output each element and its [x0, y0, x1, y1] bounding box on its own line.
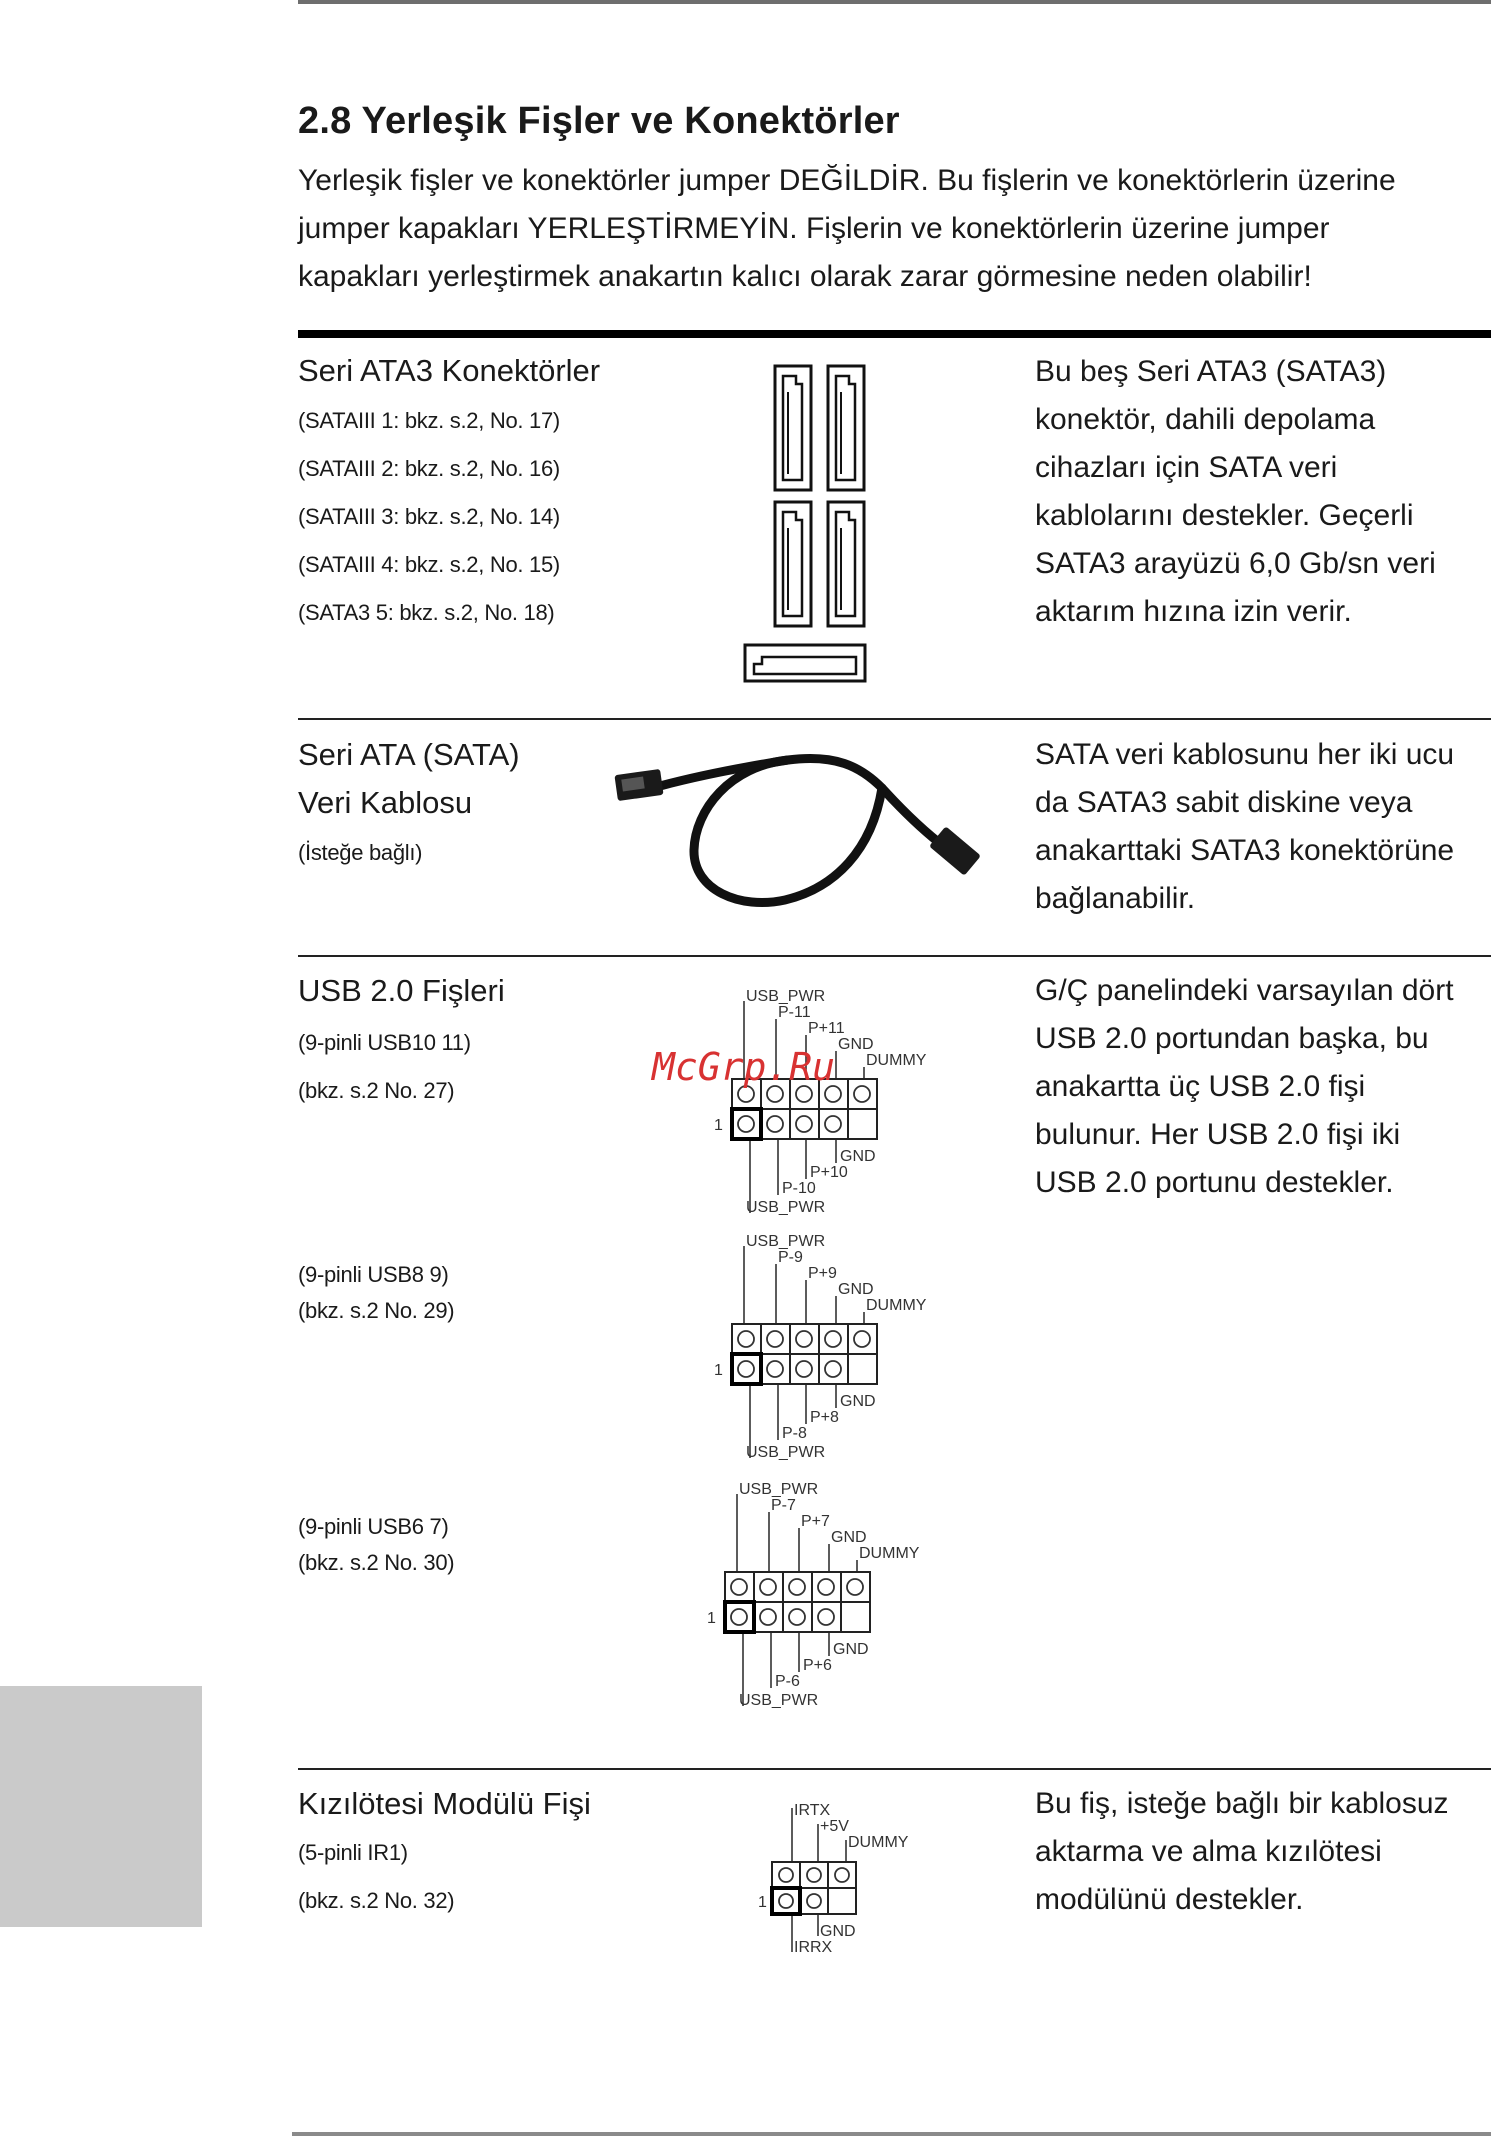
- watermark: McGrp.Ru: [652, 1045, 836, 1089]
- pin-label: P-7: [771, 1497, 796, 1514]
- sata-cable-image: [610, 740, 980, 915]
- pin-label: IRRX: [794, 1939, 833, 1956]
- pin-label: P-11: [778, 1004, 811, 1021]
- section-divider: [298, 718, 1491, 720]
- sata-connector-3: [775, 502, 811, 626]
- usb-header-1-pins: (9-pinli USB10 11): [298, 1030, 471, 1055]
- sata-ref-1: (SATAIII 1: bkz. s.2, No. 17): [298, 408, 560, 433]
- sata-ref-2: (SATAIII 2: bkz. s.2, No. 16): [298, 456, 560, 481]
- usb-header-1-ref: (bkz. s.2 No. 27): [298, 1078, 455, 1103]
- pin-label: P+10: [810, 1164, 848, 1181]
- pin-label: DUMMY: [866, 1052, 927, 1069]
- pin-label: GND: [838, 1281, 874, 1298]
- sata-description: Bu beş Seri ATA3 (SATA3) konektör, dahili depolama cihazları için SATA veri kablolarını destekler. Geçerli SATA3 arayüzü 6,0 Gb/sn veri aktarım hızına izin verir.: [1035, 355, 1436, 628]
- pin-label: P-6: [775, 1673, 800, 1690]
- sata-ref-5: (SATA3 5: bkz. s.2, No. 18): [298, 600, 555, 625]
- ir-header-diagram: [756, 1796, 936, 1966]
- pin-label: USB_PWR: [746, 1233, 826, 1250]
- sata-connector-2: [828, 366, 864, 490]
- bottom-rule: [292, 2132, 1491, 2136]
- pin-label: GND: [833, 1641, 869, 1658]
- ir-ref: (bkz. s.2 No. 32): [298, 1888, 455, 1913]
- sata-heading: Seri ATA3 Konektörler: [298, 353, 601, 388]
- pin-label: P-9: [778, 1249, 803, 1266]
- pin-label: P+8: [810, 1409, 839, 1426]
- usb-description: G/Ç panelindeki varsayılan dört USB 2.0 portundan başka, bu anakartta üç USB 2.0 fişi bulunur. Her USB 2.0 fişi iki USB 2.0 portunu destekler.: [1035, 974, 1454, 1199]
- pin-label: USB_PWR: [739, 1481, 819, 1498]
- cable-plug-right: [929, 826, 981, 875]
- cable-heading-line-2: Veri Kablosu: [298, 785, 473, 820]
- pin-label: GND: [838, 1036, 874, 1053]
- pin-1-label: 1: [714, 1362, 723, 1379]
- pin-label: USB_PWR: [746, 1199, 826, 1216]
- ir-description: Bu fiş, isteğe bağlı bir kablosuz aktarma ve alma kızılötesi modülünü destekler.: [1035, 1787, 1449, 1916]
- usb-heading: USB 2.0 Fişleri: [298, 973, 505, 1008]
- section-divider-thick: [298, 330, 1491, 338]
- usb-header-3-ref: (bkz. s.2 No. 30): [298, 1550, 455, 1575]
- usb-header-1-diagram: [710, 985, 950, 1225]
- pin-label: P-8: [782, 1425, 807, 1442]
- sata-connectors-diagram: [736, 362, 876, 687]
- pin-1-label: 1: [758, 1894, 767, 1911]
- pin-label: IRTX: [794, 1802, 831, 1819]
- usb-header-2-diagram: [710, 1230, 950, 1470]
- cable-heading-line-1: Seri ATA (SATA): [298, 737, 520, 772]
- usb-header-2-pins: (9-pinli USB8 9): [298, 1262, 449, 1287]
- pin-label: USB_PWR: [739, 1692, 819, 1709]
- pin-label: GND: [840, 1148, 876, 1165]
- pin-label: P-10: [782, 1180, 816, 1197]
- pin-label: DUMMY: [859, 1545, 920, 1562]
- pin-1-label: 1: [707, 1610, 716, 1627]
- usb-header-2-ref: (bkz. s.2 No. 29): [298, 1298, 455, 1323]
- top-rule: [298, 0, 1491, 4]
- pin-label: P+7: [801, 1513, 830, 1530]
- pin-label: GND: [831, 1529, 867, 1546]
- sata-ref-4: (SATAIII 4: bkz. s.2, No. 15): [298, 552, 560, 577]
- pin-label: GND: [840, 1393, 876, 1410]
- cable-description: SATA veri kablosunu her iki ucu da SATA3 sabit diskine veya anakarttaki SATA3 konektörüne bağlanabilir.: [1035, 738, 1455, 915]
- sata-connector-1: [775, 366, 811, 490]
- pin-1-label: 1: [714, 1117, 723, 1134]
- intro-paragraph: [298, 157, 1478, 301]
- intro-line: Yerleşik fişler ve konektörler jumper DEĞİLDİR. Bu fişlerin ve konektörlerin üzerine: [298, 164, 1396, 197]
- pin-label: USB_PWR: [746, 1444, 826, 1461]
- sata-connector-4: [828, 502, 864, 626]
- pin-label: USB_PWR: [746, 988, 826, 1005]
- pin-label: P+11: [808, 1020, 845, 1037]
- page-title: 2.8 Yerleşik Fişler ve Konektörler: [298, 100, 900, 142]
- pin-label: P+9: [808, 1265, 837, 1282]
- pin-label: DUMMY: [866, 1297, 927, 1314]
- cable-optional-note: (İsteğe bağlı): [298, 840, 423, 865]
- usb-header-3-diagram: [703, 1478, 943, 1718]
- sata-connector-5: [745, 645, 865, 681]
- pin-label: GND: [820, 1923, 856, 1940]
- usb-header-3-pins: (9-pinli USB6 7): [298, 1514, 449, 1539]
- side-tab: [0, 1686, 202, 1927]
- cable-plug-left: [614, 769, 663, 801]
- section-divider: [298, 955, 1491, 957]
- intro-line: jumper kapakları YERLEŞTİRMEYİN. Fişlerin ve konektörlerin üzerine jumper: [298, 212, 1330, 245]
- section-divider: [298, 1768, 1491, 1770]
- sata-ref-3: (SATAIII 3: bkz. s.2, No. 14): [298, 504, 560, 529]
- ir-heading: Kızılötesi Modülü Fişi: [298, 1786, 591, 1821]
- ir-pins: (5-pinli IR1): [298, 1840, 408, 1865]
- pin-label: DUMMY: [848, 1834, 909, 1851]
- intro-line: kapakları yerleştirmek anakartın kalıcı olarak zarar görmesine neden olabilir!: [298, 260, 1312, 293]
- pin-label: +5V: [820, 1818, 849, 1835]
- pin-label: P+6: [803, 1657, 832, 1674]
